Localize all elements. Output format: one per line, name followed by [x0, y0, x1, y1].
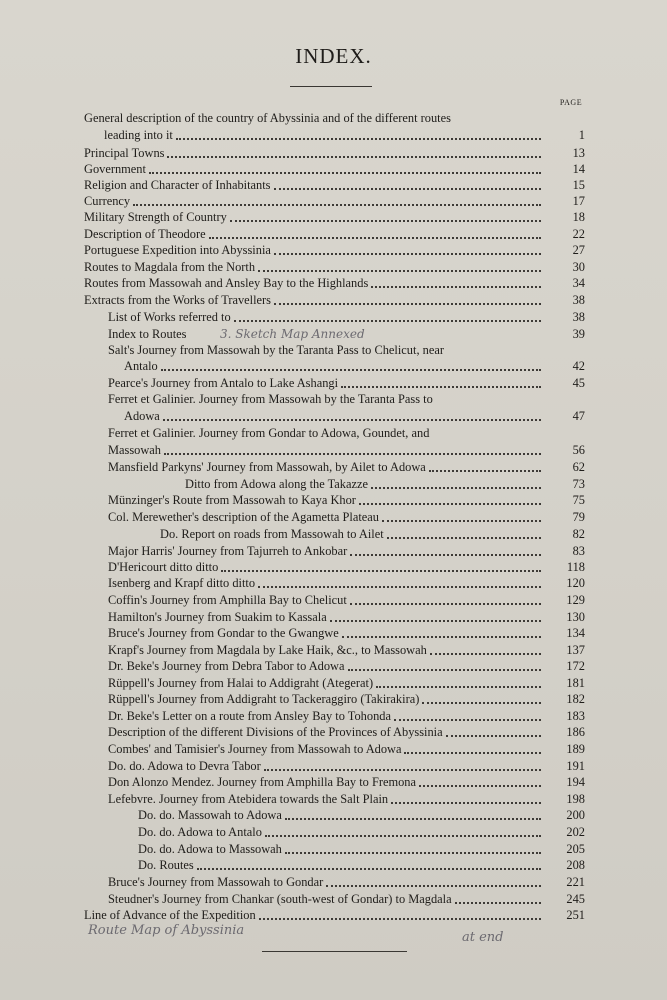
index-entry-text: List of Works referred to [108, 310, 231, 324]
leader-dots [394, 719, 541, 721]
index-entry-page-number: 18 [572, 210, 585, 224]
index-entry-text: Salt's Journey from Massowah by the Taranta Pass to Chelicut, near [108, 343, 444, 357]
leader-dots [326, 885, 541, 887]
index-entry-page-number: 194 [566, 775, 585, 789]
page-title: INDEX. [295, 44, 372, 68]
index-entry [84, 162, 544, 177]
index-entry [138, 825, 544, 840]
index-entry-page-number: 75 [572, 493, 585, 507]
leader-dots [274, 253, 541, 255]
leader-dots [382, 520, 541, 522]
index-entry-page-number: 13 [572, 146, 585, 160]
index-entry-page-number: 130 [566, 610, 585, 624]
index-entry [108, 875, 544, 890]
index-entry-page-number: 27 [572, 243, 585, 257]
index-entry [108, 576, 544, 591]
leader-dots [342, 636, 541, 638]
leader-dots [419, 785, 541, 787]
index-entry-text: Mansfield Parkyns' Journey from Massowah, by Ailet to Adowa [108, 460, 426, 474]
leader-dots [176, 138, 541, 140]
index-entry [108, 310, 544, 325]
leader-dots [387, 537, 541, 539]
index-entry [160, 527, 544, 542]
index-entry-page-number: 251 [566, 908, 585, 922]
index-entry-page-number: 129 [566, 593, 585, 607]
leader-dots [259, 918, 541, 920]
index-entry-text: Bruce's Journey from Massowah to Gondar [108, 875, 324, 889]
index-entry-text: Portuguese Expedition into Abyssinia [84, 243, 271, 257]
index-entry-text: Do. do. Massowah to Adowa [138, 808, 282, 822]
index-entry-page-number: 183 [566, 709, 585, 723]
index-entry [108, 709, 544, 724]
index-entry [108, 626, 544, 641]
leader-dots [371, 286, 541, 288]
leader-dots [221, 570, 541, 572]
leader-dots [234, 320, 541, 322]
index-entry [108, 544, 544, 559]
leader-dots [359, 503, 541, 505]
index-entry-text: Coffin's Journey from Amphilla Bay to Chelicut [108, 593, 347, 607]
leader-dots [391, 802, 541, 804]
index-entry-page-number: 172 [566, 659, 585, 673]
index-entry-text: Massowah [108, 443, 161, 457]
leader-dots [455, 902, 541, 904]
index-entry [185, 477, 544, 492]
index-entry-page-number: 79 [572, 510, 585, 524]
index-entry-text: Major Harris' Journey from Tajurreh to Ankobar [108, 544, 348, 558]
leader-dots [350, 554, 541, 556]
leader-dots [341, 386, 541, 388]
index-entry [108, 643, 544, 658]
index-entry-text: Rüppell's Journey from Halai to Addigraht (Ategerat) [108, 676, 374, 690]
index-entry-page-number: 17 [572, 194, 585, 208]
index-entry-text: Pearce's Journey from Antalo to Lake Ashangi [108, 376, 339, 390]
index-entry [138, 808, 544, 823]
index-entry-text: Bruce's Journey from Gondar to the Gwangwe [108, 626, 339, 640]
index-entry [84, 227, 544, 242]
leader-dots [404, 752, 541, 754]
leader-dots [430, 653, 541, 655]
index-entry-page-number: 245 [566, 892, 585, 906]
index-entry-page-number: 181 [566, 676, 585, 690]
index-entry-page-number: 189 [566, 742, 585, 756]
index-entry-text: Hamilton's Journey from Suakim to Kassala [108, 610, 327, 624]
index-entry-page-number: 39 [572, 327, 585, 341]
index-entry [108, 892, 544, 907]
index-entry-page-number: 62 [572, 460, 585, 474]
leader-dots [350, 603, 541, 605]
index-entry-page-number: 34 [572, 276, 585, 290]
index-entry-text: Münzinger's Route from Massowah to Kaya Khor [108, 493, 356, 507]
index-entry-page-number: 137 [566, 643, 585, 657]
index-entry-text: Ferret et Galinier. Journey from Gondar to Adowa, Goundet, and [108, 426, 430, 440]
leader-dots [197, 868, 541, 870]
index-entry [84, 293, 544, 308]
index-entry-text: Do. do. Adowa to Devra Tabor [108, 759, 261, 773]
index-entry-text: Isenberg and Krapf ditto ditto [108, 576, 256, 590]
title-rule [290, 86, 372, 87]
index-entry-page-number: 73 [572, 477, 585, 491]
leader-dots [285, 818, 541, 820]
leader-dots [429, 470, 541, 472]
leader-dots [149, 172, 541, 174]
index-entry-text: Principal Towns [84, 146, 165, 160]
index-entry-text: Do. Routes [138, 858, 194, 872]
index-entry-text: Index to Routes [108, 327, 187, 341]
index-entry-text: Lefebvre. Journey from Atebidera towards the Salt Plain [108, 792, 389, 806]
index-entry-text: Col. Merewether's description of the Agametta Plateau [108, 510, 379, 524]
leader-dots [209, 237, 541, 239]
index-entry-text: Adowa [124, 409, 160, 423]
leader-dots [285, 852, 541, 854]
index-entry [84, 243, 544, 258]
index-entry-page-number: 82 [572, 527, 585, 541]
handwritten-note: 3. Sketch Map Annexed [220, 327, 365, 341]
index-entry [108, 392, 544, 407]
index-entry-text: Antalo [124, 359, 158, 373]
index-entry [84, 260, 544, 275]
leader-dots [376, 686, 541, 688]
leader-dots [330, 620, 541, 622]
index-entry-text: Routes to Magdala from the North [84, 260, 256, 274]
index-entry-text: Steudner's Journey from Chankar (south-west of Gondar) to Magdala [108, 892, 452, 906]
index-entry-page-number: 30 [572, 260, 585, 274]
index-entry [124, 359, 544, 374]
index-entry-text: Rüppell's Journey from Addigraht to Tackeraggiro (Takirakira) [108, 692, 420, 706]
leader-dots [371, 487, 541, 489]
index-entry [108, 443, 544, 458]
index-entry [108, 792, 544, 807]
index-entry [108, 343, 544, 358]
index-entry-page-number: 22 [572, 227, 585, 241]
index-entry-text: D'Hericourt ditto ditto [108, 560, 219, 574]
index-entry-text: Do. do. Adowa to Antalo [138, 825, 262, 839]
leader-dots [230, 220, 541, 222]
intro-line-2-text: leading into it [104, 128, 173, 142]
handwritten-footnote: Route Map of Abyssinia [88, 923, 245, 938]
index-entry-page-number: 198 [566, 792, 585, 806]
bottom-rule [262, 951, 407, 952]
index-entry-text: Extracts from the Works of Travellers [84, 293, 272, 307]
leader-dots [422, 702, 541, 704]
index-entry [108, 460, 544, 475]
index-entry-page-number: 200 [566, 808, 585, 822]
index-entry [108, 376, 544, 391]
index-entry [108, 510, 544, 525]
index-entry [108, 593, 544, 608]
index-entry-page-number: 42 [572, 359, 585, 373]
index-entry [108, 659, 544, 674]
index-entry-text: Description of the different Divisions of the Provinces of Abyssinia [108, 725, 443, 739]
index-entry [108, 560, 544, 575]
index-entry-page-number: 120 [566, 576, 585, 590]
leader-dots [167, 156, 541, 158]
index-entry [84, 276, 544, 291]
leader-dots [258, 586, 541, 588]
index-entry-page-number: 202 [566, 825, 585, 839]
index-entry-text: Do. do. Adowa to Massowah [138, 842, 282, 856]
index-entry-page-number: 205 [566, 842, 585, 856]
index-entry-text: Krapf's Journey from Magdala by Lake Haik, &c., to Massowah [108, 643, 427, 657]
index-entry-page-number: 134 [566, 626, 585, 640]
leader-dots [133, 204, 541, 206]
index-entry [124, 409, 544, 424]
index-entry-page-number: 38 [572, 310, 585, 324]
index-entry-text: Currency [84, 194, 131, 208]
index-entry-text: Routes from Massowah and Ansley Bay to the Highlands [84, 276, 369, 290]
leader-dots [163, 419, 541, 421]
index-entry [108, 676, 544, 691]
index-entry-page-number: 186 [566, 725, 585, 739]
index-entry-page-number: 56 [572, 443, 585, 457]
leader-dots [348, 669, 541, 671]
leader-dots [446, 735, 541, 737]
index-entry-text: Ferret et Galinier. Journey from Massowah by the Taranta Pass to [108, 392, 433, 406]
index-entry [84, 194, 544, 209]
leader-dots [264, 769, 541, 771]
handwritten-footnote-right: at end [462, 930, 504, 945]
index-entry-text: Line of Advance of the Expedition [84, 908, 256, 922]
index-entry [108, 725, 544, 740]
index-entry-text: Do. Report on roads from Massowah to Ailet [160, 527, 384, 541]
index-entry-text: Combes' and Tamisier's Journey from Massowah to Adowa [108, 742, 402, 756]
index-entry-page-number: 47 [572, 409, 585, 423]
index-entry-text: Description of Theodore [84, 227, 206, 241]
leader-dots [164, 453, 541, 455]
index-entry [108, 426, 544, 441]
index-entry-text: Government [84, 162, 146, 176]
index-entry-page-number: 38 [572, 293, 585, 307]
index-entry [84, 908, 544, 923]
leader-dots [265, 835, 541, 837]
index-entry [108, 493, 544, 508]
index-entry [108, 759, 544, 774]
index-entry-text: Dr. Beke's Letter on a route from Ansley Bay to Tohonda [108, 709, 391, 723]
index-entry-text: Military Strength of Country [84, 210, 227, 224]
index-entry [138, 858, 544, 873]
leader-dots [161, 369, 541, 371]
intro-page-number: 1 [578, 128, 585, 142]
index-entry-text: Dr. Beke's Journey from Debra Tabor to Adowa [108, 659, 345, 673]
intro-line-2 [104, 128, 544, 143]
index-entry-text: Religion and Character of Inhabitants [84, 178, 271, 192]
index-entry-page-number: 182 [566, 692, 585, 706]
index-entry-page-number: 14 [572, 162, 585, 176]
index-entry-page-number: 83 [572, 544, 585, 558]
index-entry [108, 742, 544, 757]
index-entry [108, 775, 544, 790]
index-entry [84, 210, 544, 225]
leader-dots [258, 270, 541, 272]
index-entry [84, 146, 544, 161]
index-entry [108, 610, 544, 625]
index-entry-page-number: 118 [566, 560, 585, 574]
leader-dots [274, 303, 541, 305]
index-entry [108, 327, 208, 342]
index-entry-page-number: 208 [566, 858, 585, 872]
index-entry-page-number: 191 [566, 759, 585, 773]
index-entry [84, 178, 544, 193]
intro-line-1: General description of the country of Abyssinia and of the different routes [84, 111, 451, 125]
index-entry-text: Don Alonzo Mendez. Journey from Amphilla Bay to Fremona [108, 775, 416, 789]
index-entry-page-number: 221 [566, 875, 585, 889]
index-entry-page-number: 45 [572, 376, 585, 390]
index-entry-text: Ditto from Adowa along the Takazze [185, 477, 368, 491]
index-entry [108, 692, 544, 707]
leader-dots [274, 188, 542, 190]
index-entry-page-number: 15 [572, 178, 585, 192]
page-column-header: PAGE [559, 98, 583, 107]
index-entry [138, 842, 544, 857]
